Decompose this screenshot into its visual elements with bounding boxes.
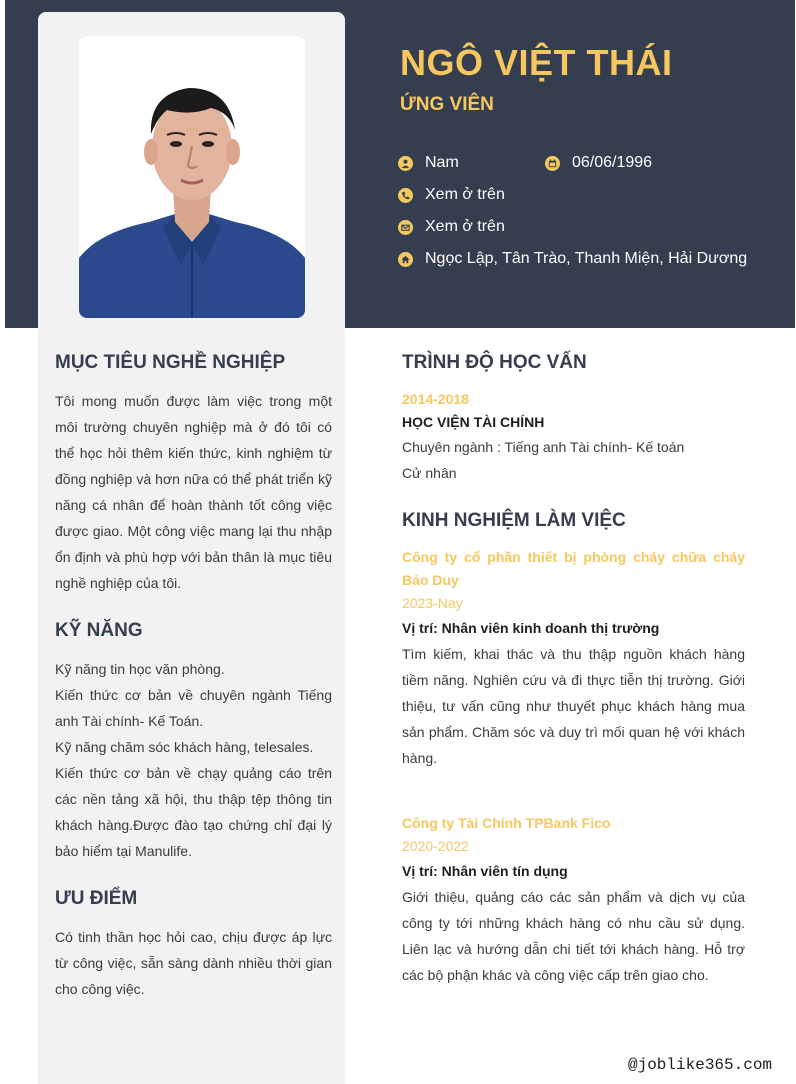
phone-icon [398,188,413,203]
phone-row [398,186,505,204]
birthdate-value: 06/06/1996 [572,154,653,171]
gender-value: Nam [425,154,459,171]
watermark-text: @joblike365.com [628,1056,773,1074]
job-company: Công ty Tài Chính TPBank Fico [402,815,611,831]
birthdate-row [545,154,652,172]
candidate-name: NGÔ VIỆT THÁI [400,42,673,83]
portrait-illustration [79,36,305,318]
home-icon [398,252,413,267]
education-major: Chuyên ngành : Tiếng anh Tài chính- Kế toán [402,439,685,455]
strengths-text: Có tinh thần học hỏi cao, chịu được áp lực từ công việc, sẵn sàng dành nhiều thời gian cho công việc. [55,929,332,997]
calendar-icon [545,156,560,171]
job-period: 2020-2022 [402,838,469,854]
job-description: Giới thiệu, quảng cáo các sản phẩm và dịch vụ của công ty tới những khách hàng có nhu cầu sử dụng. Liên lạc và hướng dẫn chi tiết tới khách hàng. Hỗ trợ các bộ phận khác và công việc cấp trên giao cho. [402,889,745,983]
job-description: Tìm kiếm, khai thác và thu thập nguồn khách hàng tiềm năng. Nghiên cứu và đi thực tiễn thị trường. Giới thiệu, tư vấn cũng như thuyết phục khách hàng mua sản phẩm. Chăm sóc và duy trì mối quan hệ với khách hàng. [402,646,745,766]
phone-value: Xem ở trên [425,186,505,203]
education-title: TRÌNH ĐỘ HỌC VẤN [402,352,587,373]
experience-title: KINH NGHIỆM LÀM VIỆC [402,510,626,531]
person-icon [398,156,413,171]
profile-photo [79,36,305,318]
education-school: HỌC VIỆN TÀI CHÍNH [402,414,545,430]
skill-item: Kiến thức cơ bản về chạy quảng cáo trên các nền tảng xã hội, thu thập tệp thông tin khách hàng.Được đào tạo chứng chỉ đại lý bảo hiểm tại Manulife. [55,765,332,859]
objective-title: MỤC TIÊU NGHỀ NGHIỆP [55,352,286,373]
education-degree: Cử nhân [402,465,457,481]
gender-row [398,154,459,172]
job-position: Vị trí: Nhân viên kinh doanh thị trường [402,620,660,636]
skills-title: KỸ NĂNG [55,620,143,641]
job-company: Công ty cổ phần thiết bị phòng cháy chữa cháy Bảo Duy [402,549,745,588]
strengths-title: ƯU ĐIỂM [55,888,138,909]
job-position: Vị trí: Nhân viên tín dụng [402,863,568,879]
candidate-role: ỨNG VIÊN [400,94,494,115]
mail-icon [398,220,413,235]
address-value: Ngọc Lập, Tân Trào, Thanh Miện, Hải Dương [425,250,748,267]
job-period: 2023-Nay [402,595,463,611]
email-value: Xem ở trên [425,218,505,235]
skill-item: Kỹ năng chăm sóc khách hàng, telesales. [55,739,314,755]
skill-item: Kỹ năng tin học văn phòng. [55,661,225,677]
email-row [398,218,505,236]
education-period: 2014-2018 [402,391,469,407]
skill-item: Kiến thức cơ bản về chuyên ngành Tiếng anh Tài chính- Kế Toán. [55,687,332,729]
objective-text: Tôi mong muốn được làm việc trong một môi trường chuyên nghiệp mà ở đó tôi có thể học hỏi thêm kiến thức, kinh nghiệm từ đồng nghiệp và hơn nữa có thể phát triển kỹ năng cá nhân để hoàn thành tốt công việc được giao. Một công việc mang lại thu nhập ổn định và phù hợp với bản thân là mục tiêu nghề nghiệp của tôi. [55,393,332,591]
address-row [398,250,747,268]
